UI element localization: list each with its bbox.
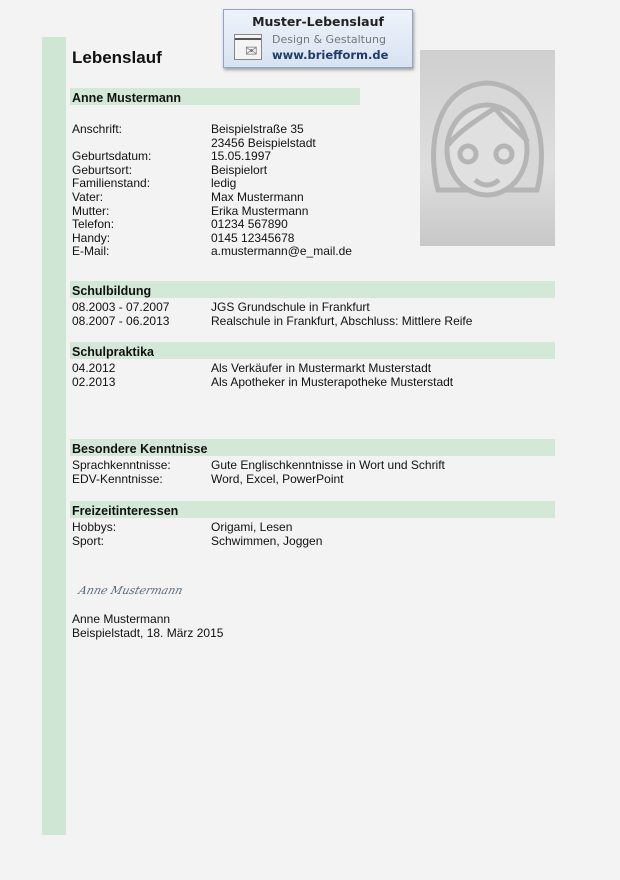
info-row: [72, 203, 309, 218]
info-row: [72, 361, 432, 375]
info-row: [72, 244, 352, 259]
row-value: JGS Grundschule in Frankfurt: [211, 300, 370, 314]
row-label: Anschrift:: [72, 122, 123, 136]
info-row: [72, 190, 304, 204]
info-row: [72, 122, 304, 136]
row-value: Realschule in Frankfurt, Abschluss: Mittlere Reife: [211, 313, 473, 328]
row-label: 04.2012: [72, 361, 116, 375]
row-value: ledig: [211, 176, 237, 191]
closing-name: Anne Mustermann: [72, 612, 171, 626]
row-label: Vater:: [72, 190, 104, 204]
row-value: 01234 567890: [211, 217, 288, 232]
row-value: a.mustermann@e_mail.de: [211, 244, 352, 259]
info-row: [72, 300, 370, 314]
info-row: [72, 149, 272, 164]
info-row: [72, 162, 268, 177]
row-label: E-Mail:: [72, 244, 110, 259]
row-value: Beispielort: [211, 162, 268, 177]
info-row: [72, 471, 344, 486]
row-label: Geburtsort:: [72, 162, 133, 177]
row-label: EDV-Kenntnisse:: [72, 471, 163, 486]
avatar-icon: [420, 50, 555, 246]
row-label: 08.2007 - 06.2013: [72, 313, 170, 328]
info-row: [72, 230, 295, 245]
row-value: 0145 12345678: [211, 230, 295, 245]
letter-icon: [234, 34, 262, 60]
banner-url[interactable]: www.briefform.de: [272, 48, 389, 62]
row-label: Hobbys:: [72, 520, 117, 534]
row-label: Sprachkenntnisse:: [72, 458, 171, 472]
banner-title: Muster-Lebenslauf: [252, 14, 384, 29]
row-value: Beispielstraße 35: [211, 122, 304, 136]
row-value: 23456 Beispielstadt: [211, 135, 316, 150]
row-label: 02.2013: [72, 374, 116, 389]
section-header: Schulbildung: [70, 281, 555, 298]
decorative-side-bar: [42, 37, 66, 835]
signature: Anne Mustermann: [77, 584, 185, 597]
row-value: Als Apotheker in Musterapotheke Musterstadt: [211, 374, 454, 389]
row-value: Word, Excel, PowerPoint: [211, 471, 344, 486]
row-label: 08.2003 - 07.2007: [72, 300, 170, 314]
section-header: Besondere Kenntnisse: [70, 439, 555, 456]
row-label: Geburtsdatum:: [72, 149, 152, 164]
section-header: Freizeitinteressen: [70, 501, 555, 518]
row-value: Erika Mustermann: [211, 203, 309, 218]
row-label: Handy:: [72, 230, 111, 245]
name-header: Anne Mustermann: [70, 88, 360, 105]
page-title: Lebenslauf: [72, 48, 162, 67]
row-value: Als Verkäufer in Mustermarkt Musterstadt: [211, 361, 432, 375]
info-row: [72, 313, 473, 328]
info-row: [72, 458, 445, 472]
banner-subtitle: Design & Gestaltung: [272, 33, 386, 46]
info-row: [72, 533, 323, 548]
row-value: Max Mustermann: [211, 190, 304, 204]
closing-place-date: Beispielstadt, 18. März 2015: [72, 626, 224, 640]
row-label: Telefon:: [72, 217, 115, 232]
row-value: Origami, Lesen: [211, 520, 293, 534]
row-label: Familienstand:: [72, 176, 151, 191]
row-label: Mutter:: [72, 203, 110, 218]
info-row: [72, 374, 454, 389]
brand-banner[interactable]: [223, 9, 413, 68]
section-header: Schulpraktika: [70, 342, 555, 359]
info-row: [72, 176, 237, 191]
row-value: Gute Englischkenntnisse in Wort und Schrift: [211, 458, 445, 472]
info-row: [72, 520, 293, 534]
row-label: Sport:: [72, 533, 105, 548]
info-row: [72, 217, 288, 232]
photo-placeholder: [420, 50, 555, 246]
row-value: 15.05.1997: [211, 149, 272, 164]
row-value: Schwimmen, Joggen: [211, 533, 323, 548]
